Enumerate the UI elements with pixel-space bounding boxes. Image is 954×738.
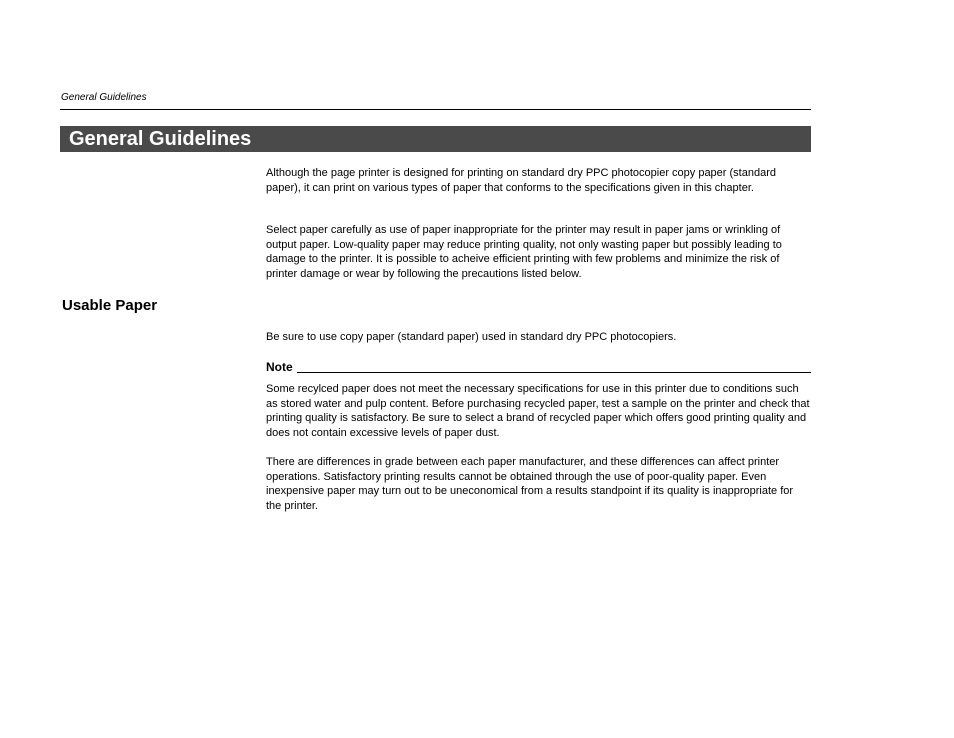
section-title: General Guidelines (69, 128, 252, 150)
note-paragraph-2: There are differences in grade between each paper manufacturer, and these differences can affect printer operations. Satisfactory printing results cannot be obtained through the use of poor-quality paper. Even inexpensive paper may turn out to be uneconomical from a results standpoint if its quality is inappropriate for the printer. (266, 456, 794, 512)
usable-paper-heading: Usable Paper (62, 297, 158, 314)
usable-paper-paragraph: Be sure to use copy paper (standard paper) used in standard dry PPC photocopiers. (266, 331, 677, 343)
note-header (266, 359, 811, 375)
header-rule (60, 109, 811, 110)
running-header: General Guidelines (61, 92, 147, 103)
note-rule (297, 372, 811, 373)
intro-paragraph-1: Although the page printer is designed for printing on standard dry PPC photocopier copy paper (standard paper), it can print on various types of paper that conforms to the specifications given in this chapter. (266, 167, 776, 194)
intro-paragraph-2: Select paper carefully as use of paper inappropriate for the printer may result in paper jams or wrinkling of output paper. Low-quality paper may reduce printing quality, not only wasting paper but possibly leading to damage to the printer. It is possible to acheive efficient printing with few problems and minimize the risk of printer damage or wear by following the precautions listed below. (266, 224, 782, 280)
note-label: Note (266, 360, 293, 374)
section-title-banner (60, 126, 811, 152)
note-paragraph-1: Some recylced paper does not meet the necessary specifications for use in this printer due to conditions such as stored water and pulp content. Before purchasing recycled paper, test a sample on the printer and check that printing quality is satisfactory. Be sure to select a brand of recycled paper which offers good printing quality and does not contain excessive levels of paper dust. (266, 383, 810, 439)
